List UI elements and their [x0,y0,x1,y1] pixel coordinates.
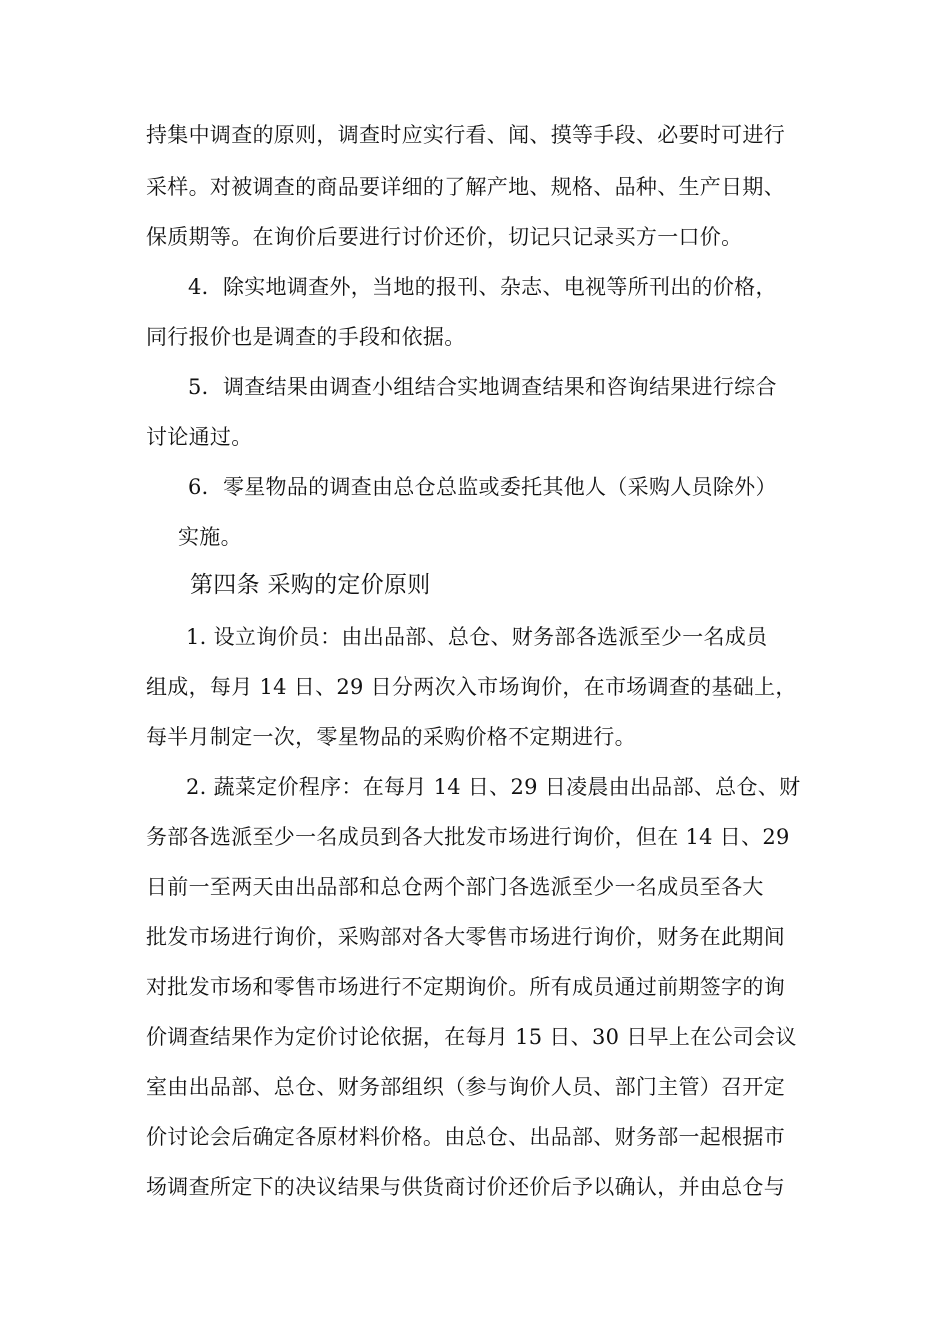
body-line: 讨论通过。 [146,425,253,449]
body-line: 同行报价也是调查的手段和依据。 [146,325,466,349]
body-line: 场调查所定下的决议结果与供货商讨价还价后予以确认，并由总仓与 [146,1175,785,1199]
body-line: 组成，每月 14 日、29 日分两次入市场询价，在市场调查的基础上， [146,675,797,699]
body-line: 日前一至两天由出品部和总仓两个部门各选派至少一名成员至各大 [146,875,764,899]
list-item-2: 2. 蔬菜定价程序：在每月 14 日、29 日凌晨由出品部、总仓、财 [186,775,801,799]
body-line: 实施。 [178,525,242,549]
list-item-5: 5．调查结果由调查小组结合实地调查结果和咨询结果进行综合 [188,375,777,399]
body-line: 每半月制定一次，零星物品的采购价格不定期进行。 [146,725,636,749]
section-heading: 第四条 采购的定价原则 [190,572,431,598]
body-line: 保质期等。在询价后要进行讨价还价，切记只记录买方一口价。 [146,225,743,249]
body-line: 务部各选派至少一名成员到各大批发市场进行询价，但在 14 日、29 [146,825,790,849]
list-item-4: 4．除实地调查外，当地的报刊、杂志、电视等所刊出的价格， [188,275,777,299]
body-line: 价调查结果作为定价讨论依据，在每月 15 日、30 日早上在公司会议 [146,1025,797,1049]
body-line: 持集中调查的原则，调查时应实行看、闻、摸等手段、必要时可进行 [146,123,785,147]
body-line: 对批发市场和零售市场进行不定期询价。所有成员通过前期签字的询 [146,975,785,999]
list-item-1: 1. 设立询价员：由出品部、总仓、财务部各选派至少一名成员 [186,625,768,649]
body-line: 室由出品部、总仓、财务部组织（参与询价人员、部门主管）召开定 [146,1075,785,1099]
body-line: 价讨论会后确定各原材料价格。由总仓、出品部、财务部一起根据市 [146,1125,785,1149]
body-line: 批发市场进行询价，采购部对各大零售市场进行询价，财务在此期间 [146,925,785,949]
body-line: 采样。对被调查的商品要详细的了解产地、规格、品种、生产日期、 [146,175,785,199]
list-item-6: 6．零星物品的调查由总仓总监或委托其他人（采购人员除外） [188,475,777,499]
